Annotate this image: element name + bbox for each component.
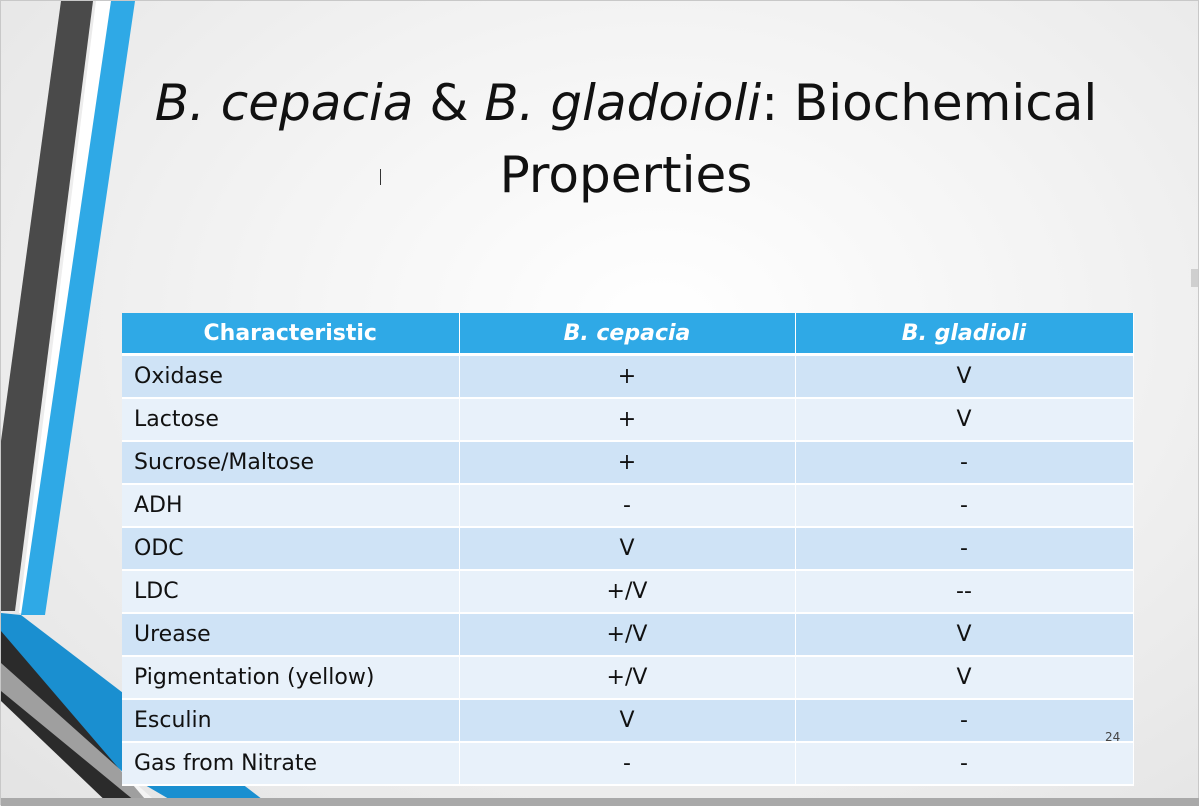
table-row (122, 441, 1133, 484)
cell-b-gladioli: V (795, 355, 1133, 399)
slide-title (121, 67, 1131, 211)
cell-characteristic: LDC (122, 570, 459, 613)
table-row (122, 699, 1133, 742)
cell-characteristic: Gas from Nitrate (122, 742, 459, 785)
title-species-1: B. cepacia (154, 74, 414, 132)
cell-b-cepacia: +/V (459, 570, 795, 613)
table-row (122, 742, 1133, 785)
cell-b-gladioli: V (795, 613, 1133, 656)
cell-characteristic: Lactose (122, 398, 459, 441)
cell-b-cepacia: V (459, 527, 795, 570)
title-species-2: B. gladoioli (484, 74, 762, 132)
cell-b-cepacia: + (459, 355, 795, 399)
cell-b-gladioli: V (795, 398, 1133, 441)
cell-b-gladioli: - (795, 699, 1133, 742)
table-row (122, 484, 1133, 527)
cell-b-gladioli: - (795, 527, 1133, 570)
table-row (122, 570, 1133, 613)
title-line-2: Properties (499, 146, 753, 204)
cell-characteristic: Urease (122, 613, 459, 656)
cell-characteristic: ODC (122, 527, 459, 570)
table-row (122, 527, 1133, 570)
cell-characteristic: Sucrose/Maltose (122, 441, 459, 484)
table-row (122, 613, 1133, 656)
title-ampersand: & (413, 74, 485, 132)
cell-b-cepacia: +/V (459, 613, 795, 656)
cell-characteristic: Pigmentation (yellow) (122, 656, 459, 699)
biochemical-table (122, 313, 1134, 786)
cell-characteristic: Esculin (122, 699, 459, 742)
cell-b-cepacia: - (459, 742, 795, 785)
cell-b-cepacia: +/V (459, 656, 795, 699)
cell-b-gladioli: V (795, 656, 1133, 699)
cell-b-gladioli: - (795, 441, 1133, 484)
table-row (122, 355, 1133, 399)
cell-b-gladioli: - (795, 484, 1133, 527)
cell-b-cepacia: + (459, 398, 795, 441)
title-suffix: : Biochemical (761, 74, 1098, 132)
table-header-row (122, 313, 1133, 355)
header-b-gladioli: B. gladioli (795, 313, 1133, 355)
table-row (122, 398, 1133, 441)
table-row (122, 656, 1133, 699)
text-cursor (380, 169, 381, 185)
cell-b-cepacia: V (459, 699, 795, 742)
scrollbar-thumb[interactable] (1191, 269, 1198, 287)
cell-b-cepacia: + (459, 441, 795, 484)
cell-b-gladioli: -- (795, 570, 1133, 613)
cell-characteristic: ADH (122, 484, 459, 527)
header-b-cepacia: B. cepacia (459, 313, 795, 355)
cell-characteristic: Oxidase (122, 355, 459, 399)
cell-b-gladioli: - (795, 742, 1133, 785)
cell-b-cepacia: - (459, 484, 795, 527)
header-characteristic: Characteristic (122, 313, 459, 355)
slide-number: 24 (1105, 730, 1121, 744)
